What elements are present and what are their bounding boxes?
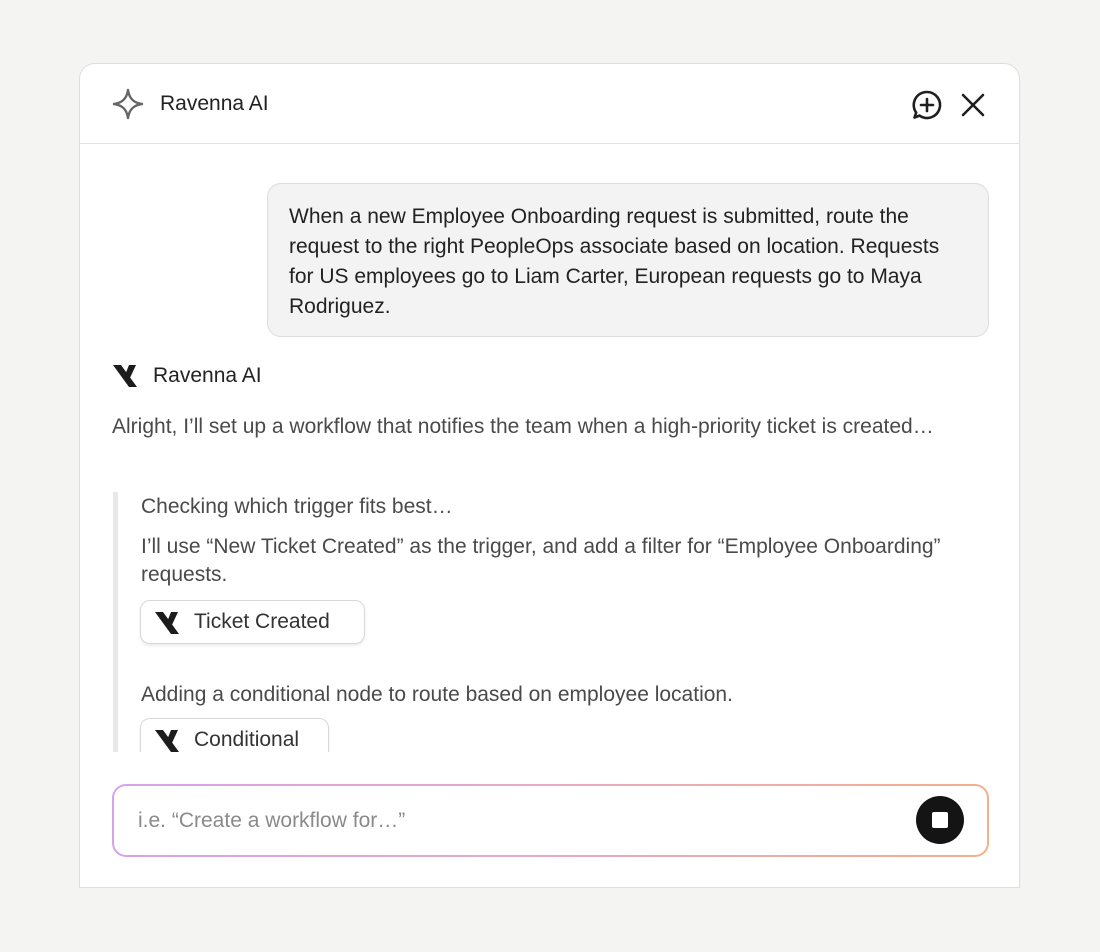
close-icon[interactable] xyxy=(958,90,988,120)
prompt-input[interactable] xyxy=(136,801,900,841)
user-message-bubble: When a new Employee Onboarding request is submitted, route the request to the right PeopleOps associate based on location. Requests for US employees go to Liam Carter, European requests go to Maya Rodriguez. xyxy=(267,183,989,337)
step-text: Adding a conditional node to route based on employee location. xyxy=(141,683,733,706)
assistant-name: Ravenna AI xyxy=(153,364,262,387)
panel-title: Ravenna AI xyxy=(160,92,269,115)
step-text: I’ll use “New Ticket Created” as the trigger, and add a filter for “Employee Onboarding” requests. xyxy=(141,535,941,586)
ticket-created-node-chip[interactable] xyxy=(140,600,365,644)
chip-label: Conditional xyxy=(194,728,300,751)
stop-button[interactable] xyxy=(916,796,964,844)
ravenna-logo-icon xyxy=(154,729,180,752)
stop-icon xyxy=(932,812,948,828)
ai-chat-panel xyxy=(79,63,1020,888)
step-text: Checking which trigger fits best… xyxy=(141,495,453,518)
composer-inner xyxy=(114,786,987,855)
conditional-node-chip[interactable] xyxy=(140,718,329,752)
ravenna-logo-icon xyxy=(112,364,138,388)
panel-header xyxy=(80,64,1019,144)
sparkle-icon xyxy=(112,88,144,120)
chat-plus-icon[interactable] xyxy=(911,89,943,121)
reasoning-steps xyxy=(113,492,973,752)
composer xyxy=(112,784,989,857)
ravenna-logo-icon xyxy=(154,611,180,635)
assistant-intro-text: Alright, I’ll set up a workflow that notifies the team when a high-priority ticket is created… xyxy=(112,415,934,438)
chip-label: Ticket Created xyxy=(194,610,330,633)
